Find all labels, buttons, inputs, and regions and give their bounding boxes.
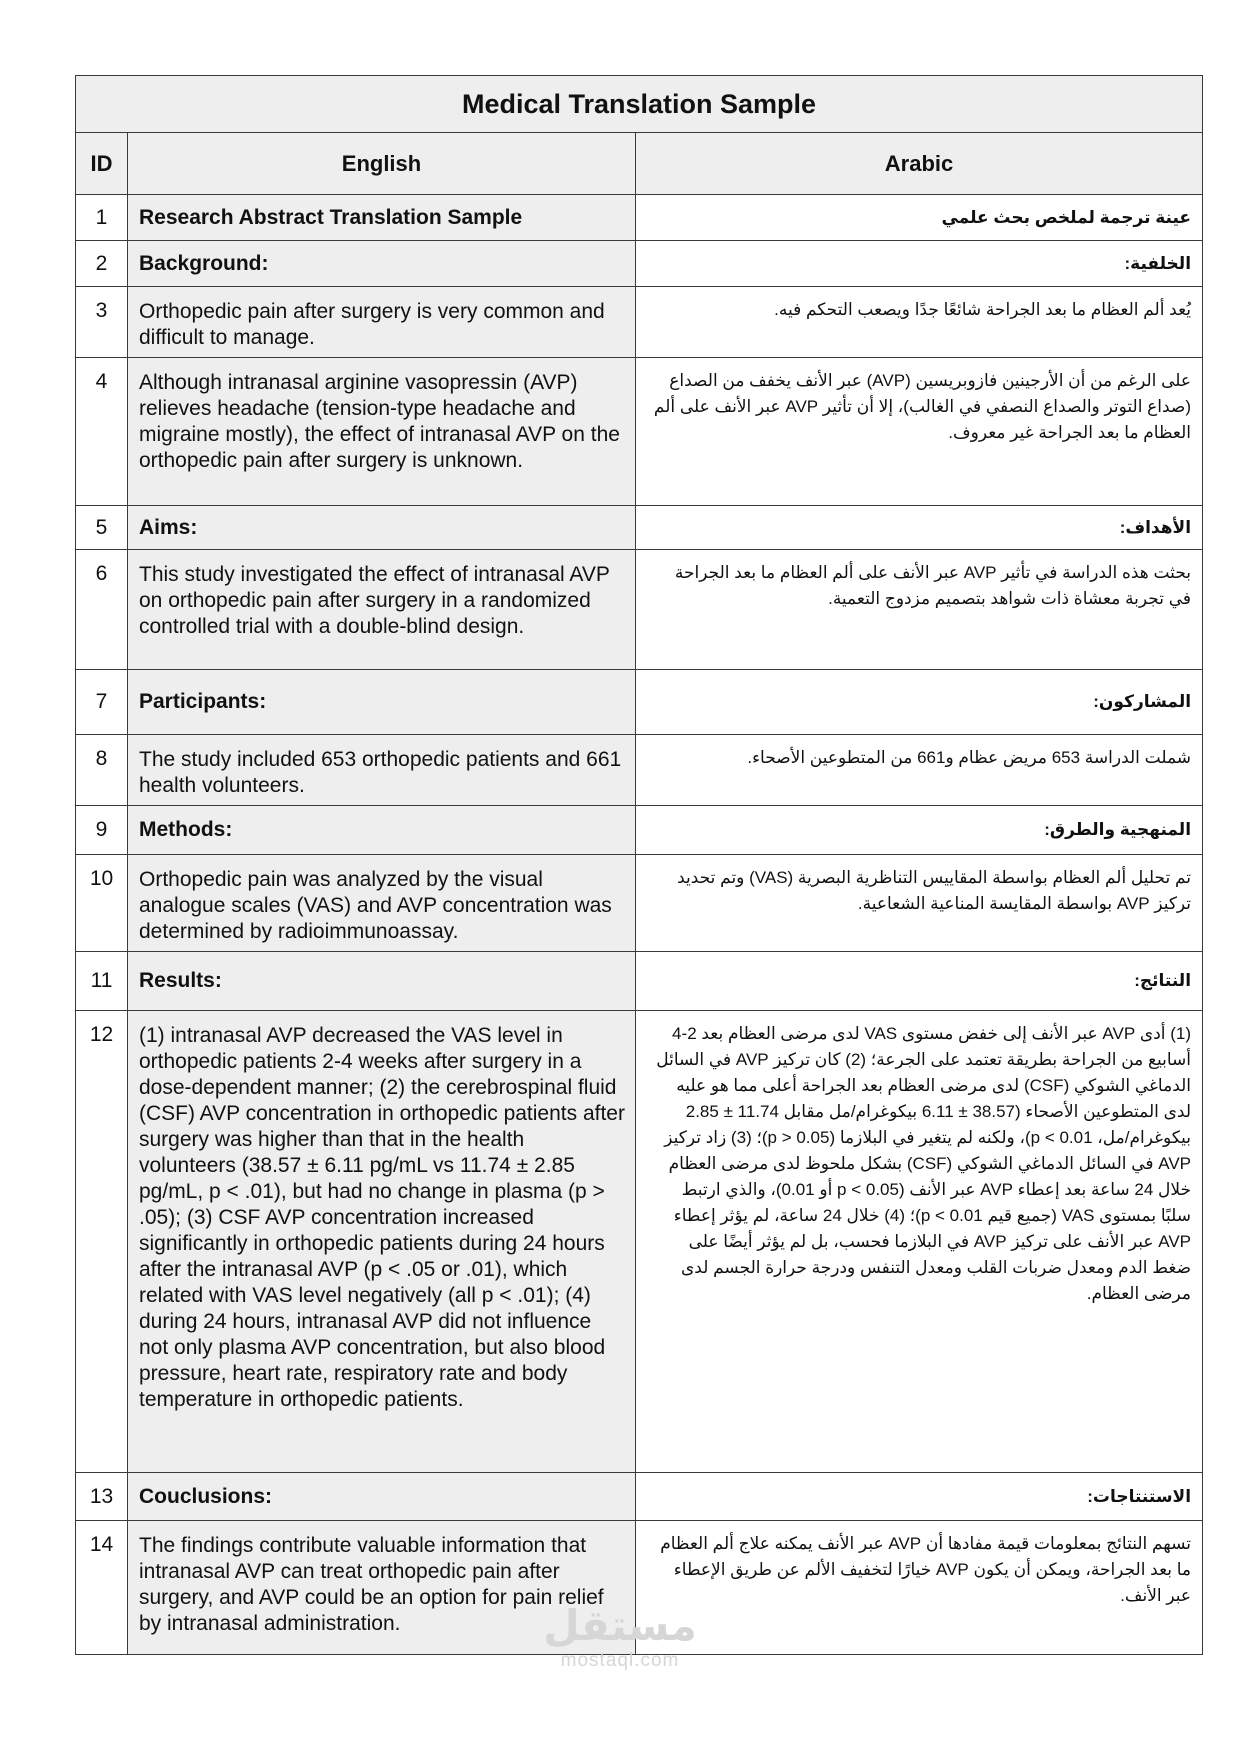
row-id: 11 — [76, 952, 128, 1011]
table-row — [76, 1011, 1203, 1473]
english-cell: The findings contribute valuable information that intranasal AVP can treat orthopedic pain after surgery, and AVP could be an option for pain relief by intranasal administration. — [128, 1521, 636, 1655]
arabic-cell: الأهداف: — [636, 506, 1203, 550]
watermark-arabic-logo: مستقل — [543, 1602, 697, 1649]
document-title: Medical Translation Sample — [76, 76, 1203, 133]
english-cell: The study included 653 orthopedic patients and 661 health volunteers. — [128, 735, 636, 806]
row-id: 14 — [76, 1521, 128, 1655]
header-arabic: Arabic — [636, 133, 1203, 195]
mostaql-watermark — [520, 1602, 720, 1672]
table-row — [76, 670, 1203, 735]
english-cell: Aims: — [128, 506, 636, 550]
arabic-cell: بحثت هذه الدراسة في تأثير AVP عبر الأنف على ألم العظام ما بعد الجراحة في تجربة معشاة ذات شواهد بتصميم مزدوج التعمية. — [636, 550, 1203, 670]
arabic-cell: تم تحليل ألم العظام بواسطة المقاييس التناظرية البصرية (VAS) وتم تحديد تركيز AVP بواسطة المقايسة المناعية الشعاعية. — [636, 855, 1203, 952]
english-cell: Background: — [128, 241, 636, 287]
table-row — [76, 241, 1203, 287]
table-row — [76, 195, 1203, 241]
title-row — [76, 76, 1203, 133]
table-row — [76, 735, 1203, 806]
arabic-cell: المنهجية والطرق: — [636, 806, 1203, 855]
row-id: 7 — [76, 670, 128, 735]
arabic-cell: (1) أدى AVP عبر الأنف إلى خفض مستوى VAS لدى مرضى العظام بعد 2-4 أسابيع من الجراحة بطريقة تعتمد على الجرعة؛ (2) كان تركيز AVP في السائل الدماغي الشوكي (CSF) لدى مرضى العظام بعد الجراحة أعلى مما هو عليه لدى المتطوعين الأصحاء (38.57 ± 6.11 بيكوغرام/مل مقابل 11.74 ± 2.85 بيكوغرام/مل، p < 0.01)، ولكنه لم يتغير في البلازما (p > 0.05)؛ (3) زاد تركيز AVP في السائل الدماغي الشوكي (CSF) بشكل ملحوظ لدى مرضى العظام خلال 24 ساعة بعد إعطاء AVP عبر الأنف (p < 0.05 أو 0.01)، والذي ارتبط سلبًا بمستوى VAS (جميع قيم p < 0.01)؛ (4) خلال 24 ساعة، لم يؤثر إعطاء AVP عبر الأنف على تركيز AVP في البلازما فحسب، بل لم يؤثر أيضًا على ضغط الدم ومعدل ضربات القلب ومعدل التنفس ودرجة حرارة الجسم لدى مرضى العظام. — [636, 1011, 1203, 1473]
row-id: 10 — [76, 855, 128, 952]
english-cell: (1) intranasal AVP decreased the VAS level in orthopedic patients 2-4 weeks after surgery in a dose-dependent manner; (2) the cerebrospinal fluid (CSF) AVP concentration in orthopedic patients after surgery was higher than that in the health volunteers (38.57 ± 6.11 pg/mL vs 11.74 ± 2.85 pg/mL, p < .01), but had no change in plasma (p > .05); (3) CSF AVP concentration increased significantly in orthopedic patients during 24 hours after the intranasal AVP (p < .05 or .01), which related with VAS level negatively (all p < .01); (4) during 24 hours, intranasal AVP did not influence not only plasma AVP concentration, but also blood pressure, heart rate, respiratory rate and body temperature in orthopedic patients. — [128, 1011, 636, 1473]
english-cell: Orthopedic pain after surgery is very common and difficult to manage. — [128, 287, 636, 358]
arabic-cell: شملت الدراسة 653 مريض عظام و661 من المتطوعين الأصحاء. — [636, 735, 1203, 806]
arabic-cell: الاستنتاجات: — [636, 1473, 1203, 1521]
table-row — [76, 287, 1203, 358]
arabic-cell: على الرغم من أن الأرجينين فازوبريسين (AVP) عبر الأنف يخفف من الصداع (صداع التوتر والصداع النصفي في الغالب)، إلا أن تأثير AVP عبر الأنف على ألم العظام ما بعد الجراحة غير معروف. — [636, 358, 1203, 506]
table-row — [76, 506, 1203, 550]
arabic-cell: يُعد ألم العظام ما بعد الجراحة شائعًا جدًا ويصعب التحكم فيه. — [636, 287, 1203, 358]
row-id: 12 — [76, 1011, 128, 1473]
row-id: 8 — [76, 735, 128, 806]
arabic-cell: تسهم النتائج بمعلومات قيمة مفادها أن AVP عبر الأنف يمكنه علاج ألم العظام ما بعد الجراحة، ويمكن أن يكون AVP خيارًا لتخفيف الألم عن طريق الإعطاء عبر الأنف. — [636, 1521, 1203, 1655]
arabic-cell: عينة ترجمة لملخص بحث علمي — [636, 195, 1203, 241]
header-id: ID — [76, 133, 128, 195]
english-cell: Research Abstract Translation Sample — [128, 195, 636, 241]
arabic-cell: المشاركون: — [636, 670, 1203, 735]
row-id: 9 — [76, 806, 128, 855]
table-row — [76, 550, 1203, 670]
english-cell: Methods: — [128, 806, 636, 855]
row-id: 3 — [76, 287, 128, 358]
header-english: English — [128, 133, 636, 195]
row-id: 6 — [76, 550, 128, 670]
arabic-cell: النتائج: — [636, 952, 1203, 1011]
english-cell: This study investigated the effect of intranasal AVP on orthopedic pain after surgery in a randomized controlled trial with a double-blind design. — [128, 550, 636, 670]
english-cell: Results: — [128, 952, 636, 1011]
table-row — [76, 806, 1203, 855]
table-row — [76, 358, 1203, 506]
row-id: 2 — [76, 241, 128, 287]
header-row — [76, 133, 1203, 195]
translation-table — [75, 75, 1203, 1655]
english-cell: Orthopedic pain was analyzed by the visual analogue scales (VAS) and AVP concentration was determined by radioimmunoassay. — [128, 855, 636, 952]
english-cell: Although intranasal arginine vasopressin (AVP) relieves headache (tension-type headache and migraine mostly), the effect of intranasal AVP on the orthopedic pain after surgery is unknown. — [128, 358, 636, 506]
table-row — [76, 855, 1203, 952]
table-row — [76, 952, 1203, 1011]
watermark-latin-text: mostaql.com — [560, 1650, 680, 1671]
arabic-cell: الخلفية: — [636, 241, 1203, 287]
row-id: 5 — [76, 506, 128, 550]
row-id: 4 — [76, 358, 128, 506]
english-cell: Couclusions: — [128, 1473, 636, 1521]
row-id: 1 — [76, 195, 128, 241]
row-id: 13 — [76, 1473, 128, 1521]
table-row — [76, 1473, 1203, 1521]
english-cell: Participants: — [128, 670, 636, 735]
